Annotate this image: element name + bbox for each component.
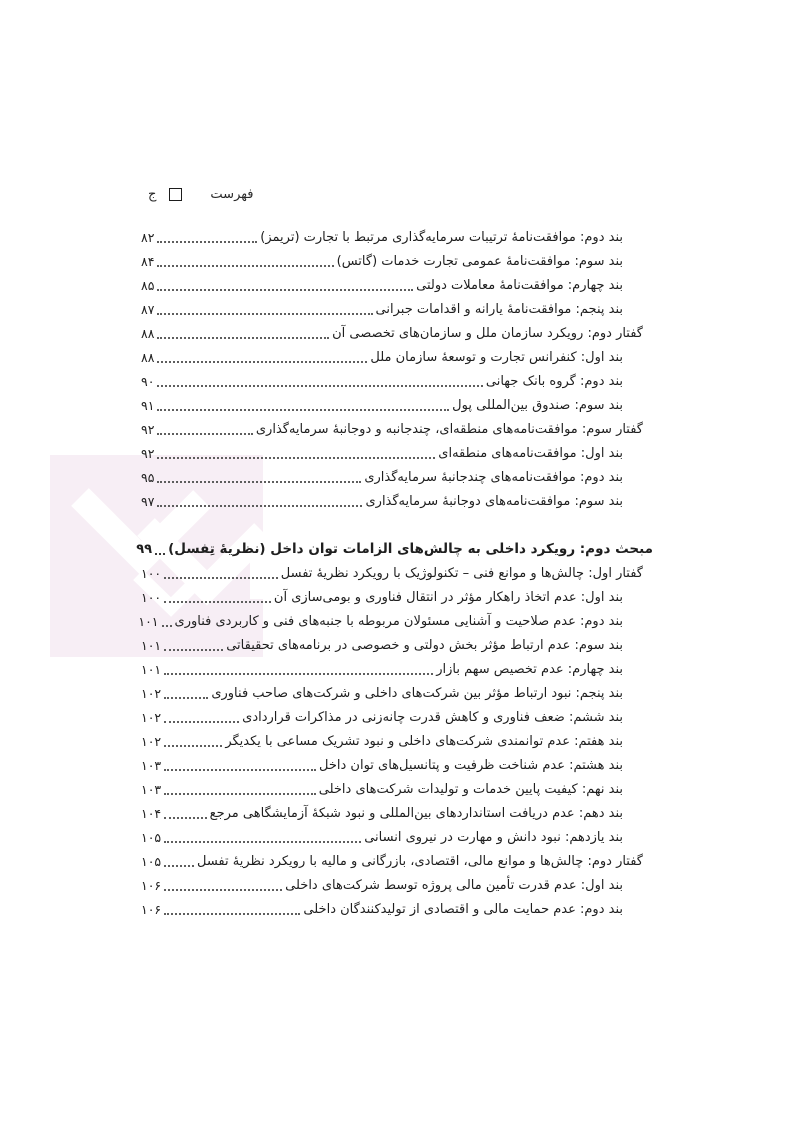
toc-leader-dots bbox=[157, 337, 329, 339]
toc-entry-page-number: ۸۵ bbox=[141, 277, 155, 293]
toc-leader-dots bbox=[157, 433, 252, 435]
toc-entry-title: بند سوم: صندوق بین‌المللی پول bbox=[452, 397, 623, 413]
toc-entry bbox=[141, 273, 653, 297]
toc-entry-page-number: ۱۰۲ bbox=[141, 685, 162, 701]
toc-entry-title: بند سوم: عدم ارتباط مؤثر بخش دولتی و خصوصی در برنامه‌های تحقیقاتی bbox=[226, 637, 623, 653]
toc-entry-page-number: ۱۰۶ bbox=[141, 877, 162, 893]
header-title: فهرست bbox=[210, 187, 254, 202]
toc-entry-title: بند چهارم: عدم تخصیص سهم بازار bbox=[436, 661, 623, 677]
toc-entry-page-number: ۸۸ bbox=[141, 325, 155, 341]
toc-entry-page-number: ۱۰۴ bbox=[141, 805, 162, 821]
toc-leader-dots bbox=[157, 241, 257, 243]
toc-entry bbox=[141, 489, 653, 513]
toc-entry-page-number: ۹۱ bbox=[141, 397, 155, 413]
toc-entry bbox=[141, 897, 653, 921]
toc-leader-dots bbox=[164, 769, 316, 771]
toc-leader-dots bbox=[164, 649, 223, 651]
toc-entry bbox=[141, 705, 653, 729]
toc-entry bbox=[141, 417, 653, 441]
toc-entry bbox=[141, 369, 653, 393]
toc-entry bbox=[141, 657, 653, 681]
toc-entry-title: بند اول: کنفرانس تجارت و توسعهٔ سازمان ملل bbox=[370, 349, 623, 365]
toc-leader-dots bbox=[155, 553, 165, 555]
toc-entry bbox=[141, 753, 653, 777]
toc-entry-page-number: ۸۷ bbox=[141, 301, 155, 317]
toc-entry-page-number: ۸۸ bbox=[141, 349, 155, 365]
toc-entry bbox=[141, 873, 653, 897]
toc-entry-page-number: ۸۴ bbox=[141, 253, 155, 269]
toc-entry-title: بند دوم: عدم صلاحیت و آشنایی مسئولان مربوطه با جنبه‌های فنی و کاربردی فناوری bbox=[174, 613, 623, 629]
toc-entry-title: بند دوم: عدم حمایت مالی و اقتصادی از تولیدکنندگان داخلی bbox=[303, 901, 623, 917]
toc-entry bbox=[141, 801, 653, 825]
toc-entry bbox=[141, 441, 653, 465]
toc-leader-dots bbox=[164, 913, 300, 915]
toc-leader-dots bbox=[157, 457, 435, 459]
toc-entry bbox=[138, 609, 653, 633]
toc-entry-page-number: ۱۰۳ bbox=[141, 781, 162, 797]
toc-entry bbox=[141, 849, 653, 873]
toc-entry-title: بند هفتم: عدم توانمندی شرکت‌های داخلی و نبود تشریک مساعی با یکدیگر bbox=[225, 733, 623, 749]
toc-entry-page-number: ۱۰۰ bbox=[141, 589, 162, 605]
toc-leader-dots bbox=[157, 289, 413, 291]
toc-leader-dots bbox=[164, 745, 222, 747]
toc-entry-title: بند دوم: گروه بانک جهانی bbox=[485, 373, 623, 389]
toc-entry-title: بند دوم: موافقت‌نامهٔ ترتیبات سرمایه‌گذاری مرتبط با تجارت (تریمز) bbox=[260, 229, 623, 245]
toc-entry-page-number: ۹۷ bbox=[141, 493, 155, 509]
toc-entry-title: بند پنجم: نبود ارتباط مؤثر بین شرکت‌های داخلی و شرکت‌های صاحب فناوری bbox=[211, 685, 623, 701]
toc-entry-page-number: ۱۰۰ bbox=[141, 565, 162, 581]
toc-section-gap bbox=[141, 513, 653, 537]
toc-leader-dots bbox=[157, 361, 367, 363]
toc-entry-page-number: ۹۲ bbox=[141, 445, 155, 461]
toc-leader-dots bbox=[162, 625, 172, 627]
toc-entry-title: بند سوم: موافقت‌نامه‌های دوجانبهٔ سرمایه‌گذاری bbox=[365, 493, 623, 509]
header-square-ornament-icon bbox=[169, 188, 182, 201]
toc-entry bbox=[141, 465, 653, 489]
toc-entry-title: بند چهارم: موافقت‌نامهٔ معاملات دولتی bbox=[416, 277, 623, 293]
toc-entry bbox=[141, 585, 653, 609]
toc-entry-title: گفتار دوم: رویکرد سازمان ملل و سازمان‌های تخصصی آن bbox=[332, 325, 643, 341]
toc-entry-title: بند اول: عدم قدرت تأمین مالی پروژه توسط شرکت‌های داخلی bbox=[285, 877, 623, 893]
toc-entry-title: بند اول: موافقت‌نامه‌های منطقه‌ای bbox=[438, 445, 623, 461]
toc-entry-page-number: ۹۹ bbox=[136, 541, 153, 557]
toc-entry-page-number: ۱۰۱ bbox=[141, 661, 162, 677]
toc-entry-page-number: ۸۲ bbox=[141, 229, 155, 245]
toc-leader-dots bbox=[164, 601, 271, 603]
toc-leader-dots bbox=[164, 889, 282, 891]
toc-leader-dots bbox=[157, 385, 482, 387]
toc-entry-title: بند هشتم: عدم شناخت ظرفیت و پتانسیل‌های توان داخل bbox=[319, 757, 623, 773]
toc-entry-page-number: ۹۵ bbox=[141, 469, 155, 485]
toc-entry bbox=[141, 729, 653, 753]
toc-entry bbox=[141, 225, 653, 249]
toc-entry-page-number: ۱۰۵ bbox=[141, 829, 162, 845]
toc-entry bbox=[141, 561, 653, 585]
toc-entry-title: گفتار دوم: چالش‌ها و موانع مالی، اقتصادی، بازرگانی و مالیه با رویکرد نظریهٔ تفسل bbox=[196, 853, 643, 869]
toc-leader-dots bbox=[157, 265, 333, 267]
toc-entry bbox=[136, 537, 653, 561]
toc-entry bbox=[141, 633, 653, 657]
toc-entry-title: گفتار سوم: موافقت‌نامه‌های منطقه‌ای، چندجانبه و دوجانبهٔ سرمایه‌گذاری bbox=[255, 421, 643, 437]
toc-leader-dots bbox=[164, 793, 316, 795]
toc-leader-dots bbox=[164, 841, 361, 843]
toc-leader-dots bbox=[157, 313, 372, 315]
toc-entry-page-number: ۱۰۲ bbox=[141, 709, 162, 725]
toc-leader-dots bbox=[157, 409, 449, 411]
table-of-contents bbox=[136, 225, 653, 921]
toc-entry-page-number: ۹۲ bbox=[141, 421, 155, 437]
toc-leader-dots bbox=[157, 481, 361, 483]
toc-entry bbox=[141, 393, 653, 417]
toc-entry-page-number: ۱۰۲ bbox=[141, 733, 162, 749]
toc-leader-dots bbox=[164, 721, 239, 723]
toc-entry bbox=[141, 681, 653, 705]
toc-entry-title: بند دوم: موافقت‌نامه‌های چندجانبهٔ سرمایه‌گذاری bbox=[364, 469, 623, 485]
page-header bbox=[148, 187, 253, 202]
toc-entry bbox=[141, 777, 653, 801]
toc-entry-title: بند اول: عدم اتخاذ راهکار مؤثر در انتقال فناوری و بومی‌سازی آن bbox=[273, 589, 623, 605]
toc-entry-page-number: ۱۰۳ bbox=[141, 757, 162, 773]
toc-entry-page-number: ۱۰۶ bbox=[141, 901, 162, 917]
toc-entry-title: گفتار اول: چالش‌ها و موانع فنی – تکنولوژیک با رویکرد نظریهٔ تفسل bbox=[280, 565, 643, 581]
toc-entry-title: بند ششم: ضعف فناوری و کاهش قدرت چانه‌زنی در مذاکرات قراردادی bbox=[242, 709, 623, 725]
toc-leader-dots bbox=[164, 673, 433, 675]
toc-entry-title: بند سوم: موافقت‌نامهٔ عمومی تجارت خدمات (گاتس) bbox=[336, 253, 623, 269]
toc-entry-title: بند پنجم: موافقت‌نامهٔ یارانه و اقدامات جبرانی bbox=[375, 301, 623, 317]
toc-entry bbox=[141, 825, 653, 849]
header-page-letter: ج bbox=[148, 187, 157, 202]
toc-leader-dots bbox=[157, 505, 362, 507]
toc-entry-page-number: ۱۰۱ bbox=[138, 613, 159, 629]
toc-entry-title: مبحث دوم: رویکرد داخلی به چالش‌های الزامات توان داخل (نظریهٔ تِفسل) bbox=[168, 541, 653, 557]
toc-entry bbox=[141, 321, 653, 345]
toc-entry bbox=[141, 297, 653, 321]
toc-entry-title: بند نهم: کیفیت پایین خدمات و تولیدات شرکت‌های داخلی bbox=[318, 781, 623, 797]
toc-leader-dots bbox=[164, 577, 278, 579]
toc-entry-page-number: ۱۰۱ bbox=[141, 637, 162, 653]
toc-entry-title: بند یازدهم: نبود دانش و مهارت در نیروی انسانی bbox=[364, 829, 623, 845]
toc-leader-dots bbox=[164, 697, 208, 699]
toc-entry-page-number: ۱۰۵ bbox=[141, 853, 162, 869]
toc-entry bbox=[141, 249, 653, 273]
toc-entry-title: بند دهم: عدم دریافت استانداردهای بین‌المللی و نبود شبکهٔ آزمایشگاهی مرجع bbox=[209, 805, 623, 821]
toc-entry-page-number: ۹۰ bbox=[141, 373, 155, 389]
toc-leader-dots bbox=[164, 865, 194, 867]
toc-entry bbox=[141, 345, 653, 369]
toc-leader-dots bbox=[164, 817, 207, 819]
